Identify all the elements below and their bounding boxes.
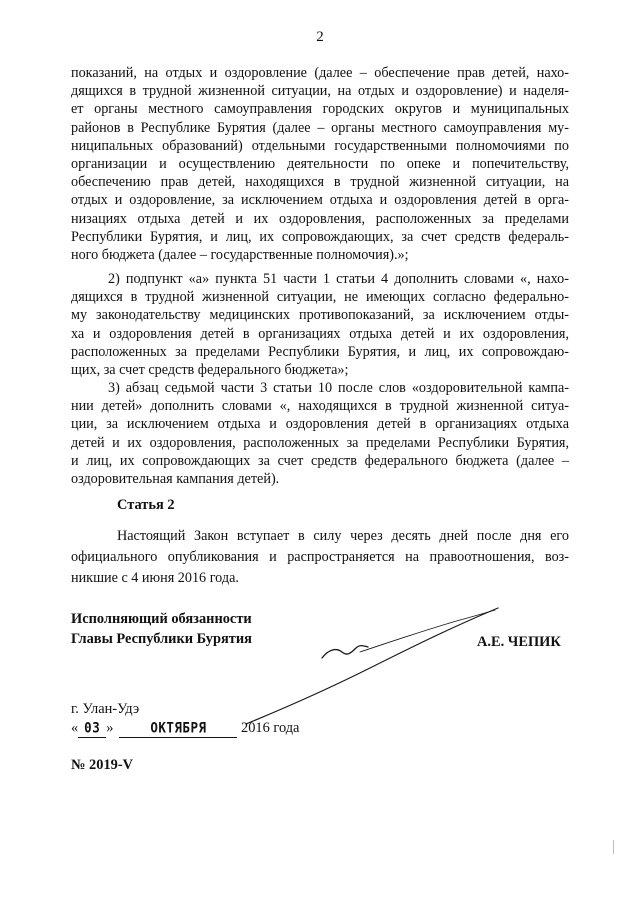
date-year: 2016 года [241,720,300,736]
date-month-field [119,720,237,738]
text-line: Республики Бурятия, и лиц, их сопровождающих, за счет средств федераль- [71,228,569,245]
date-close-quote: » [106,720,114,736]
text-line: ниципальных образований) отдельными государственными полномочиями по [71,137,569,154]
text-line: 3) абзац седьмой части 3 статьи 10 после слов «оздоровительной кампа- [108,380,569,396]
text-line: ного бюджета (далее – государственные полномочия).»; [71,247,409,264]
text-line: 2) подпункт «а» пункта 51 части 1 статьи 4 дополнить словами «, нахо- [108,271,569,287]
paragraph-continuation [71,64,569,264]
text-line: районов в Республике Бурятия (далее – органы местного самоуправления му- [71,119,569,136]
text-line: детей и их оздоровления, расположенных за пределами Республики Бурятия, [71,434,569,451]
text-line: дящихся в трудной жизненной ситуации, не имеющих согласно федерально- [71,289,569,306]
text-line: оздоровительная кампания детей). [71,471,280,488]
signing-date [71,720,299,738]
date-day-field [78,720,106,738]
handwritten-signature [210,600,510,730]
date-open-quote: « [71,720,79,736]
signatory-title-line-1: Исполняющий обязанности [71,611,252,627]
signatory-name: А.Е. ЧЕПИК [477,634,561,650]
article-heading: Статья 2 [117,497,175,513]
page-number: 2 [316,29,324,45]
text-line: му законодательству медицинских противопоказаний, за исключением отды- [71,307,569,324]
law-number: № 2019-V [71,757,134,773]
text-line: низациях отдыха детей и их оздоровления, расположенных за пределами [71,210,569,227]
text-line: расположенных за пределами Республики Бурятия, и лиц, их сопровождаю- [71,343,569,360]
text-line: никшие с 4 июня 2016 года. [71,570,239,586]
text-line: дящихся в трудной жизненной ситуации, на отдых и оздоровление) и наделя- [71,83,569,100]
margin-mark [613,840,614,854]
text-line: ет органы местного самоуправления городских округов и муниципальных [71,101,569,118]
date-day-stamp: 03 [84,719,101,736]
paragraph-item-2 [71,270,569,379]
text-line: ции, за исключением отдыха и оздоровления детей в организациях отдыха [71,416,569,433]
text-line: организации и осуществлению деятельности по опеке и попечительству, [71,156,569,173]
place-of-signing: г. Улан-Удэ [71,701,140,717]
text-line: щих, за счет средств федерального бюджета»; [71,362,349,379]
paragraph-article-2 [71,526,569,589]
text-line: ха и оздоровления детей в организациях отдыха детей и их оздоровления, [71,325,569,342]
text-line: нии детей» дополнить словами «, находящихся в трудной жизненной ситуа- [71,398,569,415]
text-line: обеспечению прав детей, находящихся в трудной жизненной ситуации, на [71,174,569,191]
date-month-stamp: ОКТЯБРЯ [150,719,207,736]
text-line: отдых и оздоровление, за исключением отдыха и оздоровления детей в орга- [71,192,569,209]
paragraph-item-3 [71,379,569,488]
text-line: и лиц, их сопровождающих за счет средств федерального бюджета (далее – [71,452,569,469]
signatory-title-line-2: Главы Республики Бурятия [71,631,252,647]
text-line: Настоящий Закон вступает в силу через десять дней после дня его [117,528,569,544]
text-line: официального опубликования и распространяется на правоотношения, воз- [71,549,569,565]
text-line: показаний, на отдых и оздоровление (далее – обеспечение прав детей, нахо- [71,65,569,81]
